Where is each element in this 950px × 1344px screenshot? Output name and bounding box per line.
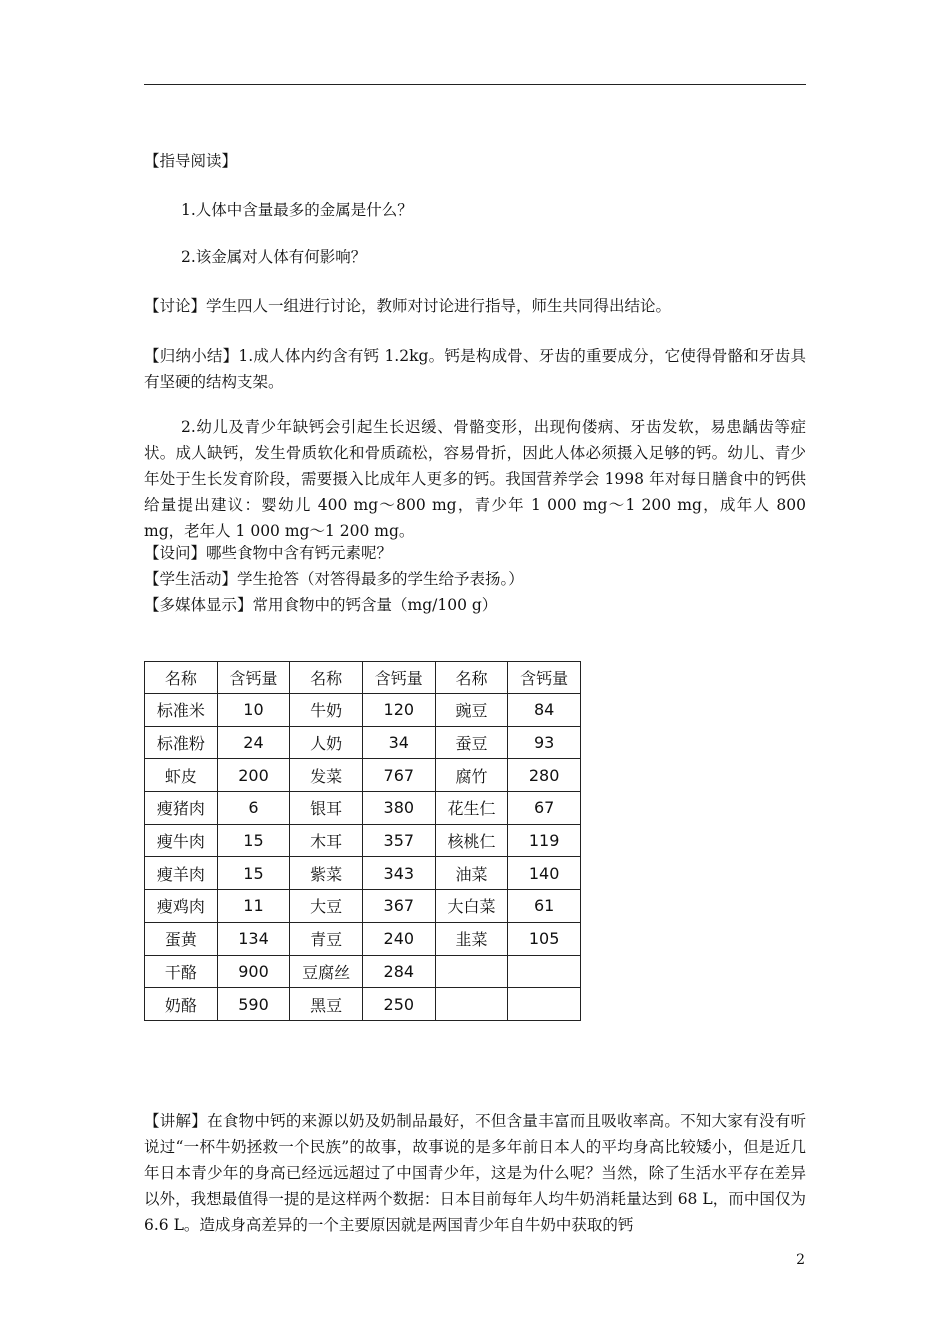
calcium-value-cell: 120 (362, 694, 435, 727)
calcium-value-cell: 900 (217, 955, 290, 988)
food-name-cell (435, 955, 508, 988)
food-name-cell (435, 988, 508, 1021)
explanation-paragraph: 【讲解】在食物中钙的来源以奶及奶制品最好，不但含量丰富而且吸收率高。不知大家有没有听说过“一杯牛奶拯救一个民族”的故事，故事说的是多年前日本人的平均身高比较矮小，但是近几年日本青少年的身高已经远远超过了中国青少年，这是为什么呢？当然，除了生活水平存在差异以外，我想最值得一提的是这样两个数据：日本目前每年人均牛奶消耗量达到 68 L，而中国仅为 6.6 L。造成身高差异的一个主要原因就是两国青少年自牛奶中获取的钙 (144, 1112, 806, 1234)
calcium-value-cell (508, 955, 581, 988)
food-name-cell: 韭菜 (435, 922, 508, 955)
table-row (145, 726, 581, 759)
calcium-value-cell: 380 (362, 792, 435, 825)
table-row (145, 759, 581, 792)
food-name-cell: 瘦鸡肉 (145, 890, 218, 923)
food-name-cell: 大白菜 (435, 890, 508, 923)
calcium-value-cell: 140 (508, 857, 581, 890)
calcium-value-cell: 280 (508, 759, 581, 792)
food-name-cell: 豌豆 (435, 694, 508, 727)
calcium-value-cell: 93 (508, 726, 581, 759)
calcium-value-cell: 84 (508, 694, 581, 727)
food-name-cell: 核桃仁 (435, 824, 508, 857)
food-name-cell: 青豆 (290, 922, 363, 955)
food-name-cell: 标准米 (145, 694, 218, 727)
guide-question-2: 2.该金属对人体有何影响？ (181, 248, 367, 266)
calcium-value-cell: 15 (217, 857, 290, 890)
food-name-cell: 油菜 (435, 857, 508, 890)
food-name-cell: 人奶 (290, 726, 363, 759)
calcium-value-cell: 767 (362, 759, 435, 792)
col-header: 名称 (145, 662, 218, 694)
calcium-value-cell: 105 (508, 922, 581, 955)
calcium-value-cell: 134 (217, 922, 290, 955)
food-name-cell: 紫菜 (290, 857, 363, 890)
summary-paragraph-1: 【归纳小结】1.成人体内约含有钙 1.2kg。钙是构成骨、牙齿的重要成分，它使得骨骼和牙齿具有坚硬的结构支架。 (144, 347, 806, 391)
calcium-value-cell: 61 (508, 890, 581, 923)
guide-heading: 【指导阅读】 (144, 152, 238, 170)
table-row (145, 988, 581, 1021)
food-name-cell: 虾皮 (145, 759, 218, 792)
col-header: 含钙量 (362, 662, 435, 694)
calcium-value-cell: 15 (217, 824, 290, 857)
question-line: 【设问】哪些食物中含有钙元素呢？ (144, 544, 393, 562)
food-name-cell: 瘦猪肉 (145, 792, 218, 825)
calcium-value-cell: 343 (362, 857, 435, 890)
food-name-cell: 瘦牛肉 (145, 824, 218, 857)
calcium-value-cell: 34 (362, 726, 435, 759)
calcium-value-cell: 200 (217, 759, 290, 792)
food-name-cell: 大豆 (290, 890, 363, 923)
col-header: 名称 (290, 662, 363, 694)
calcium-value-cell: 6 (217, 792, 290, 825)
calcium-value-cell: 590 (217, 988, 290, 1021)
table-row (145, 694, 581, 727)
food-name-cell: 豆腐丝 (290, 955, 363, 988)
calcium-value-cell: 11 (217, 890, 290, 923)
food-name-cell: 牛奶 (290, 694, 363, 727)
table-row (145, 792, 581, 825)
food-name-cell: 腐竹 (435, 759, 508, 792)
calcium-value-cell: 357 (362, 824, 435, 857)
food-name-cell: 银耳 (290, 792, 363, 825)
activity-line: 【学生活动】学生抢答（对答得最多的学生给予表扬。） (144, 570, 524, 588)
summary-paragraph-2: 2.幼儿及青少年缺钙会引起生长迟缓、骨骼变形，出现佝偻病、牙齿发软，易患龋齿等症状。成人缺钙，发生骨质软化和骨质疏松，容易骨折，因此人体必须摄入足够的钙。幼儿、青少年处于生长发育阶段，需要摄入比成年人更多的钙。我国营养学会 1998 年对每日膳食中的钙供给量提出建议：婴幼儿 400 mg～800 mg，青少年 1 000 mg～1 200 mg，成年人 800 mg，老年人 1 000 mg～1 200 mg。 (144, 418, 806, 540)
food-name-cell: 发菜 (290, 759, 363, 792)
food-name-cell: 瘦羊肉 (145, 857, 218, 890)
calcium-value-cell: 250 (362, 988, 435, 1021)
calcium-value-cell: 10 (217, 694, 290, 727)
col-header: 含钙量 (217, 662, 290, 694)
table-header-row (145, 662, 581, 694)
page-number: 2 (796, 1252, 805, 1268)
food-name-cell: 标准粉 (145, 726, 218, 759)
col-header: 含钙量 (508, 662, 581, 694)
col-header: 名称 (435, 662, 508, 694)
calcium-table (144, 661, 581, 1021)
guide-question-1: 1.人体中含量最多的金属是什么？ (181, 201, 413, 219)
calcium-value-cell: 24 (217, 726, 290, 759)
table-row (145, 955, 581, 988)
table-row (145, 890, 581, 923)
calcium-value-cell (508, 988, 581, 1021)
media-line: 【多媒体显示】常用食物中的钙含量（mg/100 g） (144, 596, 498, 614)
food-name-cell: 蚕豆 (435, 726, 508, 759)
food-name-cell: 花生仁 (435, 792, 508, 825)
calcium-value-cell: 67 (508, 792, 581, 825)
food-name-cell: 黑豆 (290, 988, 363, 1021)
table-row (145, 922, 581, 955)
discussion-paragraph: 【讨论】学生四人一组进行讨论，教师对讨论进行指导，师生共同得出结论。 (144, 297, 672, 315)
calcium-value-cell: 367 (362, 890, 435, 923)
table-row (145, 857, 581, 890)
food-name-cell: 蛋黄 (145, 922, 218, 955)
header-rule (144, 84, 806, 85)
calcium-value-cell: 240 (362, 922, 435, 955)
calcium-value-cell: 284 (362, 955, 435, 988)
calcium-value-cell: 119 (508, 824, 581, 857)
food-name-cell: 奶酪 (145, 988, 218, 1021)
food-name-cell: 干酪 (145, 955, 218, 988)
food-name-cell: 木耳 (290, 824, 363, 857)
table-row (145, 824, 581, 857)
